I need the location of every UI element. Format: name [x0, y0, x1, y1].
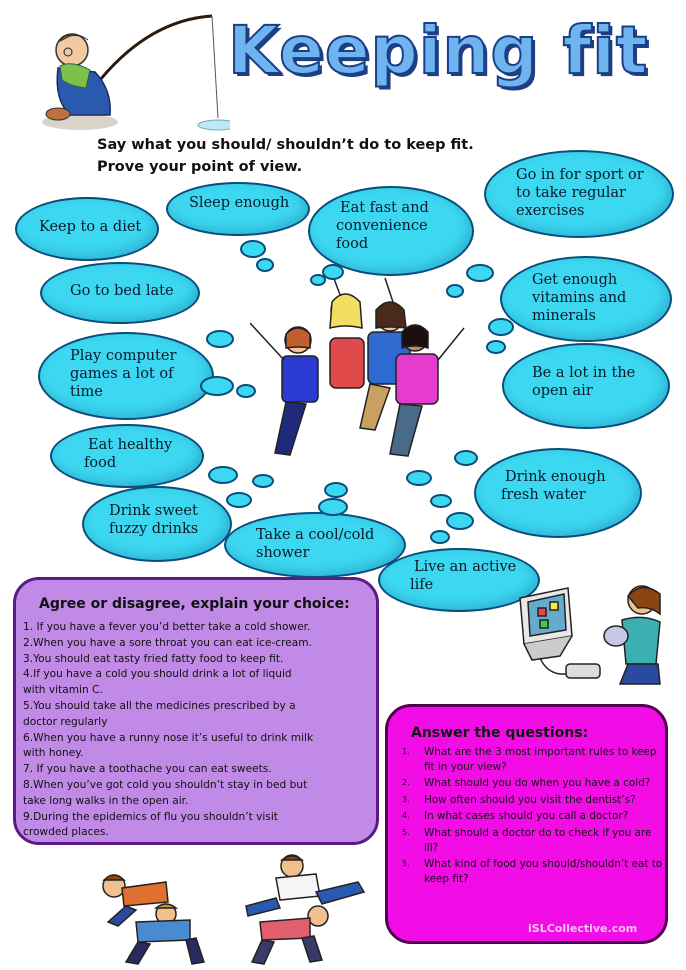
question-text: How often should you visit the dentist’s? [424, 793, 636, 806]
cloud-text-play-2: games a lot of [70, 366, 174, 382]
thought-bubble [430, 494, 452, 508]
thought-bubble [454, 450, 478, 466]
cloud-text-keep-diet: Keep to a diet [39, 219, 142, 235]
child-playing-computer-illustration [510, 580, 680, 692]
question-number: 5. [402, 859, 410, 869]
question-text: What kind of food you should/shouldn’t eat to keep fit? [424, 858, 663, 885]
agree-line: 2.When you have a sore throat you can eat ice-cream. [23, 636, 312, 649]
question-number: 2. [402, 778, 410, 788]
thought-bubble [256, 258, 274, 272]
cloud-text-sweet-1: Drink sweet [109, 503, 198, 519]
page-title: Keeping fit [228, 12, 649, 89]
answer-questions-box [385, 704, 668, 944]
agree-line: 1. If you have a fever you’d better take a cold shower. [23, 621, 311, 633]
thought-bubble [200, 376, 234, 396]
cloud-text-eat-healthy-1: Eat healthy [88, 437, 173, 453]
cloud-text-vitamins-1: Get enough [532, 272, 618, 288]
question-item [402, 826, 664, 855]
thought-bubble [310, 274, 326, 286]
question-item [402, 809, 664, 824]
agree-line: 3.You should eat tasty fried fatty food to keep fit. [23, 652, 284, 665]
thought-bubble [446, 512, 474, 530]
question-item [402, 857, 664, 886]
question-list [402, 745, 664, 888]
thought-bubble [446, 284, 464, 298]
cloud-text-sleep-enough: Sleep enough [189, 195, 290, 211]
cloud-text-go-sport-1: Go in for sport or [516, 167, 644, 183]
cloud-text-active-2: life [410, 577, 434, 593]
question-item [402, 793, 664, 808]
agree-line: take long walks in the open air. [23, 794, 189, 807]
agree-disagree-box [13, 577, 379, 845]
thought-bubble [430, 530, 450, 544]
question-item [402, 745, 664, 774]
cloud-cold-shower [224, 512, 406, 578]
cloud-text-eat-fast-1: Eat fast and [340, 200, 429, 216]
agree-heading: Agree or disagree, explain your choice: [39, 596, 350, 612]
question-number: 1. [402, 747, 410, 756]
cloud-text-sweet-2: fuzzy drinks [109, 521, 199, 537]
cloud-text-vitamins-2: vitamins and [532, 290, 627, 306]
question-number: 3. [402, 794, 410, 804]
agree-line: 9.During the epidemics of flu you shouldn’t visit [23, 810, 278, 823]
agree-line: 4.If you have a cold you should drink a lot of liquid [23, 668, 292, 681]
agree-list [23, 620, 373, 841]
cloud-text-shower-2: shower [256, 545, 310, 561]
question-text: What are the 3 most important rules to keep fit in your view? [424, 746, 657, 773]
agree-line: 8.When you’ve got cold you shouldn’t stay in bed but [23, 778, 308, 791]
agree-line: crowded places. [23, 826, 109, 839]
thought-bubble [236, 384, 256, 398]
question-item [402, 776, 664, 791]
thought-bubble [208, 466, 238, 484]
thought-bubble [486, 340, 506, 354]
agree-line: doctor regularly [23, 715, 108, 728]
cloud-text-water-2: fresh water [501, 487, 586, 503]
cloud-text-go-bed-late: Go to bed late [70, 283, 174, 299]
agree-line: with vitamin C. [23, 684, 103, 697]
cloud-text-go-sport-3: exercises [516, 203, 585, 219]
cloud-text-shower-1: Take a cool/cold [256, 527, 375, 543]
thought-bubble [466, 264, 494, 282]
thought-bubble [206, 330, 234, 348]
kids-leapfrog-illustration [96, 852, 380, 968]
agree-line: 5.You should take all the medicines prescribed by a [23, 699, 296, 712]
instruction-line-1: Say what you should/ shouldn’t do to keep fit. [97, 137, 474, 153]
thought-bubble [488, 318, 514, 336]
cloud-text-eat-fast-2: convenience [336, 218, 428, 234]
question-text: In what cases should you call a doctor? [424, 810, 629, 823]
thought-bubble [252, 474, 274, 488]
cloud-eat-healthy [50, 424, 204, 488]
cloud-text-go-sport-2: to take regular [516, 185, 626, 201]
cloud-text-water-1: Drink enough [505, 469, 606, 485]
agree-line: 7. If you have a toothache you can eat sweets. [23, 763, 272, 776]
cloud-text-play-1: Play computer [70, 348, 177, 364]
fisherman-illustration [40, 10, 230, 135]
agree-line: 6.When you have a runny nose it’s useful to drink milk [23, 731, 314, 744]
cloud-text-eat-healthy-2: food [84, 455, 117, 471]
cloud-text-active-1: Live an active [414, 559, 517, 575]
thought-bubble [226, 492, 252, 508]
cloud-text-vitamins-3: minerals [532, 308, 596, 324]
question-number: 5. [402, 827, 410, 837]
question-text: What should a doctor do to check if you are ill? [424, 826, 652, 854]
thought-bubble [318, 498, 348, 516]
question-text: What should you do when you have a cold? [424, 777, 651, 790]
watermark: iSLCollective.com [528, 922, 638, 935]
cloud-text-eat-fast-3: food [336, 236, 369, 252]
cloud-text-open-air-2: open air [532, 383, 593, 399]
kids-cheering-illustration [250, 268, 470, 478]
answer-heading: Answer the questions: [411, 725, 589, 741]
cloud-text-play-3: time [70, 384, 103, 400]
thought-bubble [324, 482, 348, 498]
question-number: 4. [402, 811, 410, 821]
cloud-text-open-air-1: Be a lot in the [532, 365, 636, 381]
thought-bubble [406, 470, 432, 486]
agree-line: with honey. [23, 747, 84, 760]
instruction-line-2: Prove your point of view. [97, 159, 303, 175]
thought-bubble [240, 240, 266, 258]
